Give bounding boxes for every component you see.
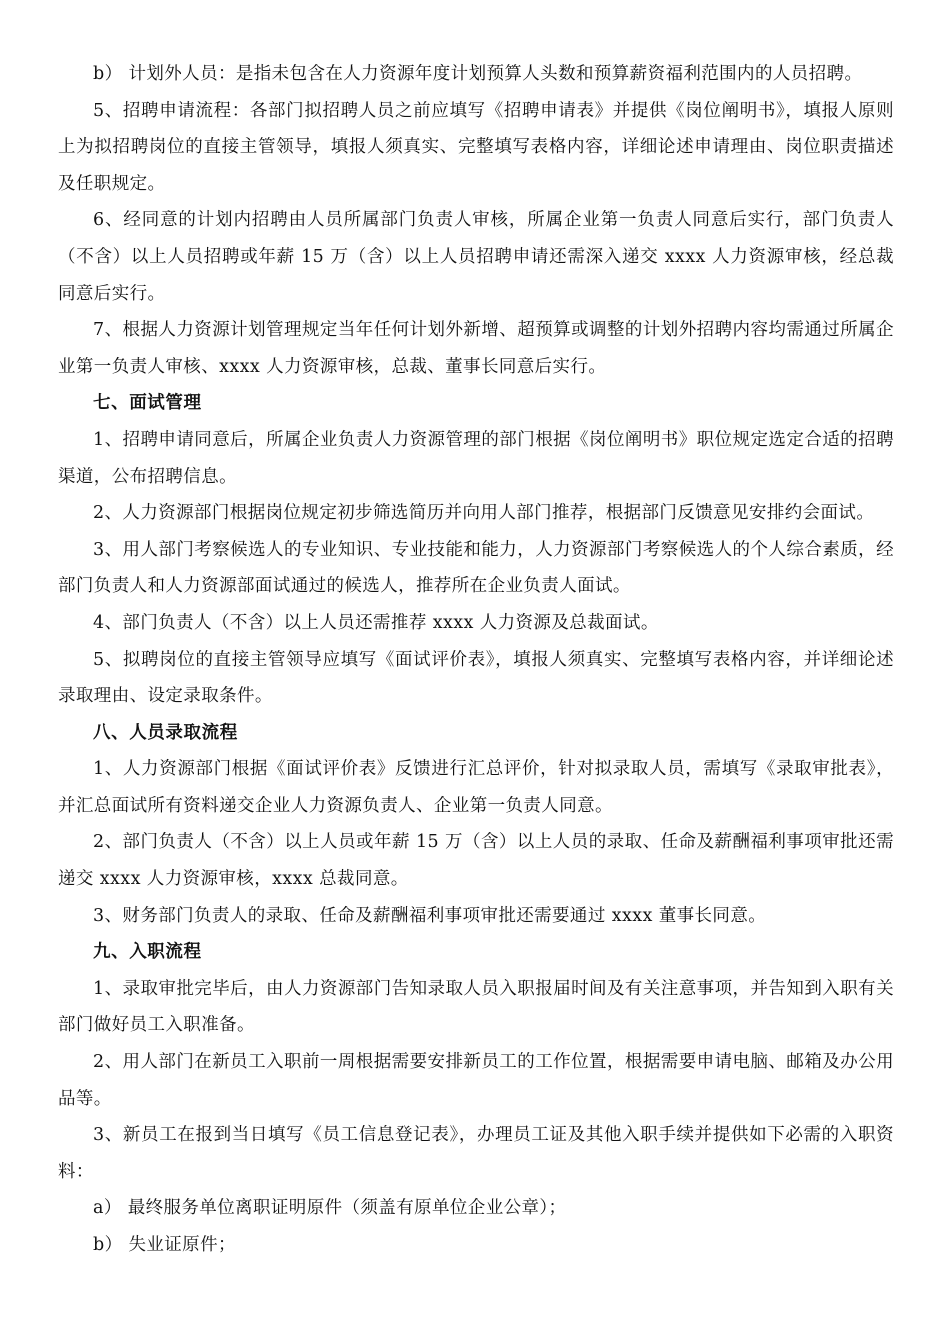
paragraph-hiring-1: 1、人力资源部门根据《面试评价表》反馈进行汇总评价，针对拟录取人员，需填写《录取审批表》，并汇总面试所有资料递交企业人力资源负责人、企业第一负责人同意。 [58, 759, 894, 816]
paragraph-planned-recruitment-approval: 6、经同意的计划内招聘由人员所属部门负责人审核，所属企业第一负责人同意后实行，部门负责人（不含）以上人员招聘或年薪 15 万（含）以上人员招聘申请还需深入递交 xxxx 人力资源审核，经总裁同意后实行。 [58, 210, 894, 304]
paragraph-hiring-2: 2、部门负责人（不含）以上人员或年薪 15 万（含）以上人员的录取、任命及薪酬福利事项审批还需递交 xxxx 人力资源审核，xxxx 总裁同意。 [58, 832, 894, 890]
paragraph-interview-3: 3、用人部门考察候选人的专业知识、专业技能和能力，人力资源部门考察候选人的个人综合素质，经部门负责人和人力资源部面试通过的候选人，推荐所在企业负责人面试。 [58, 539, 894, 597]
paragraph-hiring-3: 3、财务部门负责人的录取、任命及薪酬福利事项审批还需要通过 xxxx 董事长同意。 [93, 905, 767, 926]
paragraph-onboarding-2: 2、用人部门在新员工入职前一周根据需要安排新员工的工作位置，根据需要申请电脑、邮箱及办公用品等。 [58, 1052, 894, 1109]
paragraph-unplanned-recruitment-approval: 7、根据人力资源计划管理规定当年任何计划外新增、超预算或调整的计划外招聘内容均需通过所属企业第一负责人审核、xxxx 人力资源审核，总裁、董事长同意后实行。 [58, 320, 894, 377]
paragraph-b-unplanned-staff: b） 计划外人员：是指未包含在人力资源年度计划预算人头数和预算薪资福利范围内的人员招聘。 [93, 64, 863, 84]
paragraph-onboarding-3: 3、新员工在报到当日填写《员工信息登记表》，办理员工证及其他入职手续并提供如下必需的入职资料： [58, 1125, 894, 1182]
section-heading-hiring-process: 八、人员录取流程 [93, 722, 238, 743]
paragraph-interview-5: 5、拟聘岗位的直接主管领导应填写《面试评价表》，填报人须真实、完整填写表格内容，并详细论述录取理由、设定录取条件。 [58, 649, 894, 707]
paragraph-onboarding-1: 1、录取审批完毕后，由人力资源部门告知录取人员入职报届时间及有关注意事项，并告知到入职有关部门做好员工入职准备。 [58, 978, 894, 1036]
document-page [58, 56, 894, 1264]
section-heading-interview-management: 七、面试管理 [93, 393, 202, 414]
paragraph-interview-2: 2、人力资源部门根据岗位规定初步筛选简历并向用人部门推荐，根据部门反馈意见安排约会面试。 [93, 503, 875, 524]
paragraph-onboarding-item-b: b） 失业证原件； [93, 1235, 236, 1255]
paragraph-recruitment-application-process: 5、招聘申请流程：各部门拟招聘人员之前应填写《招聘申请表》并提供《岗位阐明书》，填报人原则上为拟招聘岗位的直接主管领导，填报人须真实、完整填写表格内容，详细论述申请理由、岗位职责描述及任职规定。 [58, 100, 894, 194]
paragraph-interview-1: 1、招聘申请同意后，所属企业负责人力资源管理的部门根据《岗位阐明书》职位规定选定合适的招聘渠道，公布招聘信息。 [58, 429, 894, 487]
paragraph-interview-4: 4、部门负责人（不含）以上人员还需推荐 xxxx 人力资源及总裁面试。 [93, 612, 659, 633]
section-heading-onboarding-process: 九、入职流程 [93, 942, 202, 963]
paragraph-onboarding-item-a: a） 最终服务单位离职证明原件（须盖有原单位企业公章）； [93, 1198, 567, 1219]
